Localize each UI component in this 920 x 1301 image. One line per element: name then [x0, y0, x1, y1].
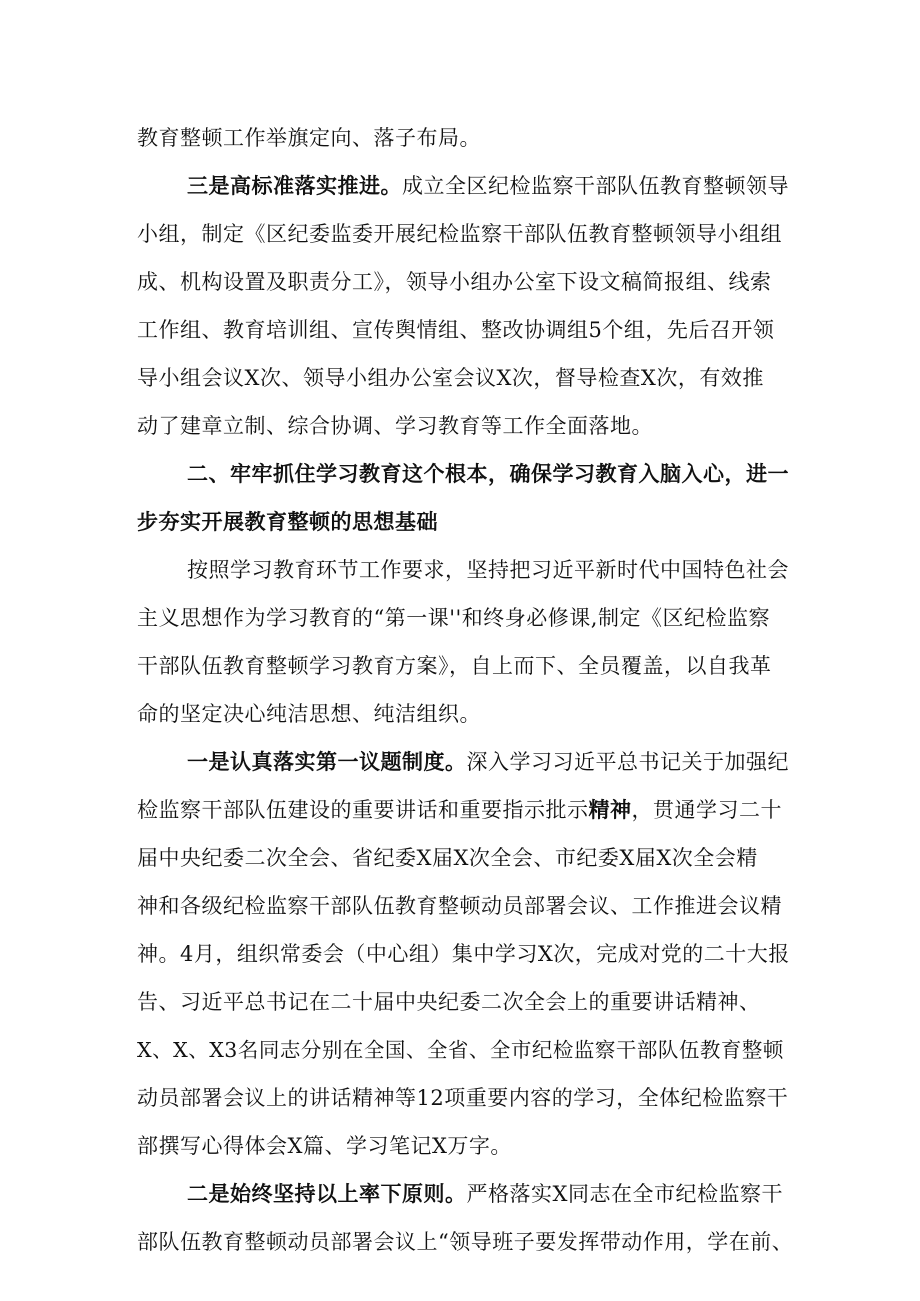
text-line [137, 843, 797, 873]
text-line [137, 1227, 797, 1257]
text-line [137, 651, 797, 681]
text-line [137, 123, 797, 153]
text-line [137, 315, 797, 345]
text-segment: X、X、X3名同志分别在全国、全省、全市纪检监察干部队伍教育整顿 [137, 1038, 784, 1062]
text-segment-bold: 精神 [588, 797, 632, 822]
text-line [137, 891, 797, 921]
text-line [137, 987, 797, 1017]
text-segment: 动员部署会议上的讲话精神等12项重要内容的学习，全体纪检监察干 [137, 1086, 789, 1110]
text-segment-bold: 一是认真落实第一议题制度。 [187, 749, 467, 774]
text-segment: 干部队伍教育整顿学习教育方案》，自上而下、全员覆盖，以自我革 [137, 654, 772, 678]
text-segment: 工作组、教育培训组、宣传舆情组、整改协调组5个组，先后召开领 [137, 318, 775, 342]
text-segment: 神和各级纪检监察干部队伍教育整顿动员部署会议、工作推进会议精 [137, 894, 782, 918]
text-line [137, 795, 797, 825]
text-segment: 教育整顿工作举旗定向、落子布局。 [137, 126, 481, 150]
text-segment: 神。4月，组织常委会（中心组）集中学习X次，完成对党的二十大报 [137, 942, 790, 966]
section-heading-line [137, 507, 797, 537]
text-line [137, 219, 797, 249]
text-segment-bold: 二是始终坚持以上率下原则。 [187, 1181, 467, 1206]
text-line [187, 747, 797, 777]
text-line [137, 699, 797, 729]
text-segment: 告、习近平总书记在二十届中央纪委二次全会上的重要讲话精神、 [137, 990, 761, 1014]
text-segment: 部撰写心得体会X篇、学习笔记X万字。 [137, 1134, 512, 1158]
text-segment-bold: 步夯实开展教育整顿的思想基础 [137, 509, 438, 534]
text-segment: 届中央纪委二次全会、省纪委X届X次全会、市纪委X届X次全会精 [137, 846, 758, 870]
text-segment: ，贯通学习二十 [631, 798, 782, 822]
text-segment: 命的坚定决心纯洁思想、纯洁组织。 [137, 702, 481, 726]
text-segment: 检监察干部队伍建设的重要讲话和重要指示批示 [137, 798, 589, 822]
text-line [137, 939, 797, 969]
text-segment: 小组，制定《区纪委监委开展纪检监察干部队伍教育整顿领导小组组 [137, 222, 782, 246]
text-segment: 部队伍教育整顿动员部署会议上“领导班子要发挥带动作用，学在前、 [137, 1230, 794, 1254]
text-line [137, 1131, 797, 1161]
text-line [137, 411, 797, 441]
text-line [137, 1035, 797, 1065]
text-segment: 严格落实X同志在全市纪检监察干 [466, 1182, 783, 1206]
text-segment: 主义思想作为学习教育的“第一课''和终身必修课,制定《区纪检监察 [137, 606, 770, 630]
text-line [137, 363, 797, 393]
text-line [137, 267, 797, 297]
text-segment-bold: 三是高标准落实推进。 [187, 173, 402, 198]
text-line [187, 1179, 797, 1209]
text-segment: 动了建章立制、综合协调、学习教育等工作全面落地。 [137, 414, 653, 438]
text-segment: 深入学习习近平总书记关于加强纪 [466, 750, 789, 774]
text-segment: 按照学习教育环节工作要求，坚持把习近平新时代中国特色社会 [187, 558, 789, 582]
text-line [187, 555, 797, 585]
text-segment: 成立全区纪检监察干部队伍教育整顿领导 [402, 174, 789, 198]
text-segment: 成、机构设置及职责分工》，领导小组办公室下设文稿简报组、线索 [137, 270, 772, 294]
text-segment: 导小组会议X次、领导小组办公室会议X次，督导检查X次，有效推 [137, 366, 764, 390]
text-segment-bold: 二、牢牢抓住学习教育这个根本，确保学习教育入脑入心，进一 [187, 461, 789, 486]
text-line [137, 603, 797, 633]
text-line [137, 1083, 797, 1113]
text-line [187, 171, 797, 201]
section-heading-line [187, 459, 797, 489]
